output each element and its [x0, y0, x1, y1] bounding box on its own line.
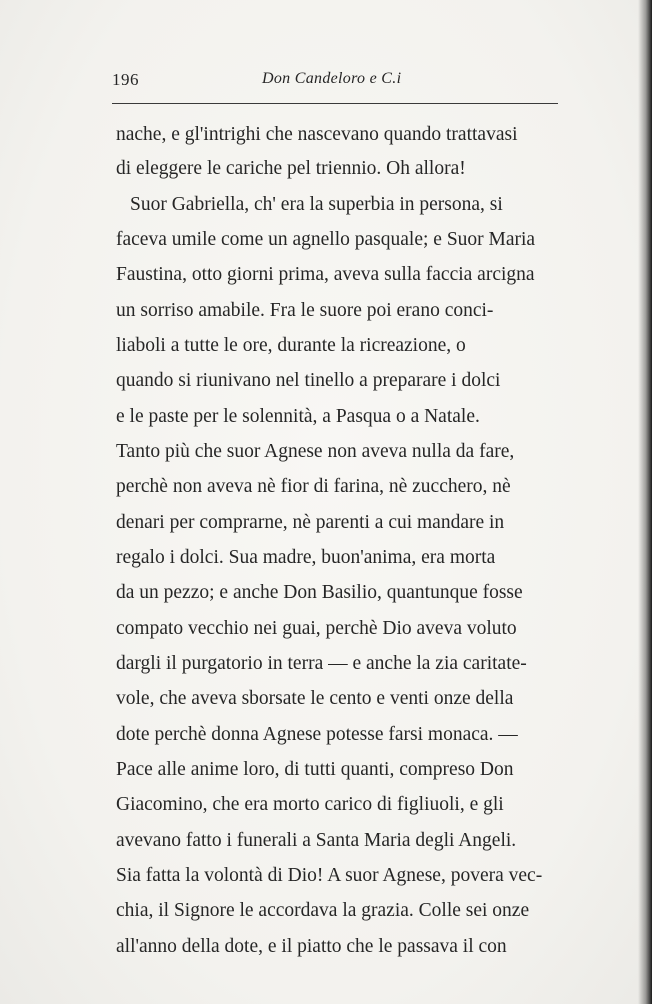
text-line: perchè non aveva nè fior di farina, nè zucchero, nè [116, 476, 511, 497]
text-line: Giacomino, che era morto carico di figliuoli, e gli [116, 794, 504, 815]
text-line: quando si riunivano nel tinello a preparare i dolci [116, 370, 501, 391]
text-line: faceva umile come un agnello pasquale; e Suor Maria [116, 229, 536, 250]
header-rule [112, 103, 558, 104]
text-line: e le paste per le solennità, a Pasqua o a Natale. [116, 406, 480, 427]
text-line: vole, che aveva sborsate le cento e venti onze della [116, 688, 514, 709]
text-line: dargli il purgatorio in terra — e anche la zia caritate- [116, 653, 527, 674]
page-edge-shadow [638, 0, 652, 1004]
text-line: Faustina, otto giorni prima, aveva sulla faccia arcigna [116, 264, 535, 285]
text-line: Pace alle anime loro, di tutti quanti, compreso Don [116, 759, 514, 780]
text-line: Suor Gabriella, ch' era la superbia in persona, si [130, 194, 503, 215]
text-line: regalo i dolci. Sua madre, buon'anima, era morta [116, 547, 496, 568]
text-line: chia, il Signore le accordava la grazia. Colle sei onze [116, 900, 530, 921]
text-line: avevano fatto i funerali a Santa Maria degli Angeli. [116, 830, 517, 851]
text-line: liaboli a tutte le ore, durante la ricreazione, o [116, 335, 466, 356]
text-line: dote perchè donna Agnese potesse farsi monaca. — [116, 724, 518, 745]
page-number: 196 [112, 70, 139, 89]
text-line: all'anno della dote, e il piatto che le passava il con [116, 936, 507, 957]
text-line: compato vecchio nei guai, perchè Dio aveva voluto [116, 618, 517, 639]
running-title: Don Candeloro e C.i [262, 70, 402, 87]
text-line: nache, e gl'intrighi che nascevano quando trattavasi [116, 124, 518, 145]
text-line: Tanto più che suor Agnese non aveva nulla da fare, [116, 441, 515, 462]
text-line: Sia fatta la volontà di Dio! A suor Agnese, povera vec- [116, 865, 543, 886]
page-header [112, 62, 558, 92]
text-line: un sorriso amabile. Fra le suore poi erano conci- [116, 300, 494, 321]
text-line: di eleggere le cariche pel triennio. Oh allora! [116, 158, 466, 179]
text-line: da un pezzo; e anche Don Basilio, quantunque fosse [116, 582, 523, 603]
text-line: denari per comprarne, nè parenti a cui mandare in [116, 512, 505, 533]
